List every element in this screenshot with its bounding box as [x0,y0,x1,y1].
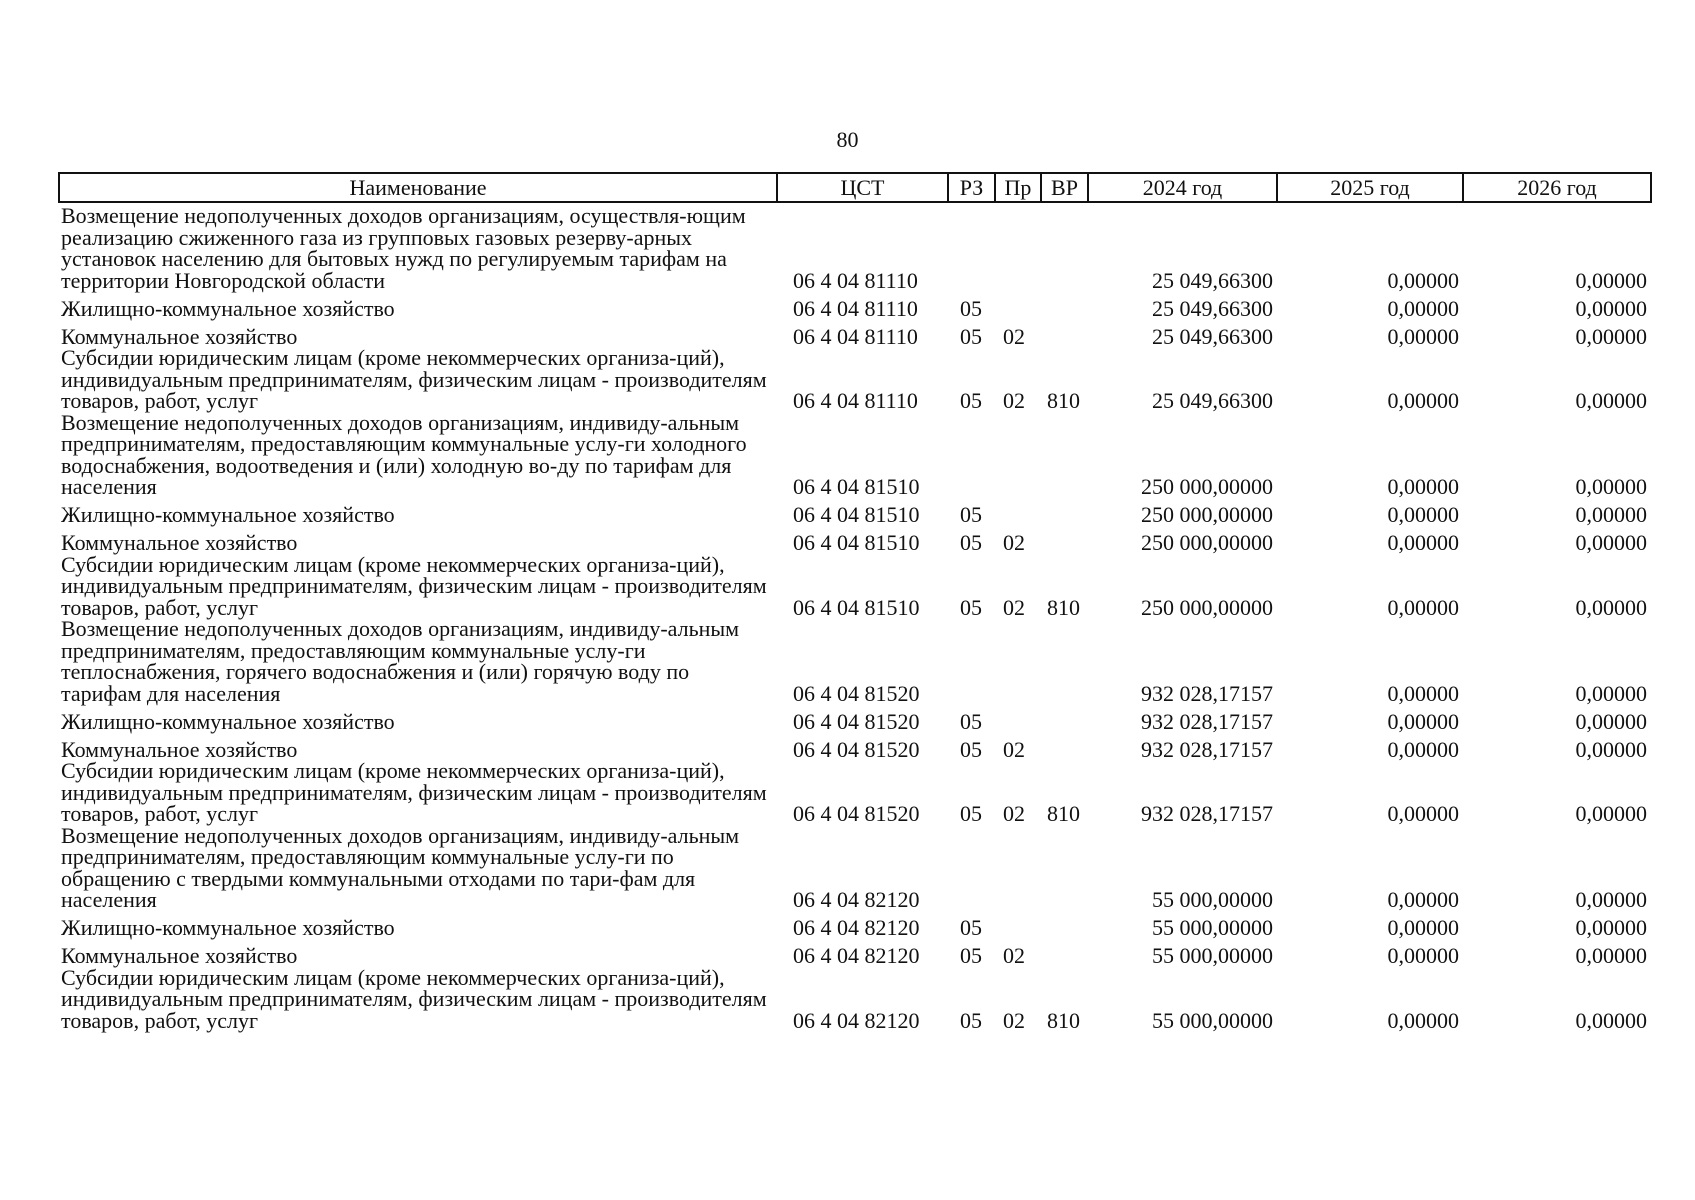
cell-2026: 0,00000 [1575,388,1647,413]
cell-2025: 0,00000 [1387,1007,1459,1033]
table-row [59,939,1651,967]
table-body [59,202,1651,1031]
cell-cst: 06 4 04 81110 [793,267,918,293]
cell-2024: 25 049,66300 [1152,295,1273,321]
cell-2025: 0,00000 [1387,502,1459,527]
cell-2024: 250 000,00000 [1141,474,1273,499]
cell-2025: 0,00000 [1387,474,1459,499]
table-row [59,760,1651,825]
cell-cst: 06 4 04 81110 [793,388,918,413]
cell-vr [1041,319,1088,347]
cell-rz: 05 [960,915,982,940]
cell-pr: 02 [1003,323,1025,349]
cell-name: Жилищно-коммунальное хозяйство [61,502,395,527]
table-row [59,526,1651,554]
cell-cst: 06 4 04 81520 [793,801,920,826]
cell-2025: 0,00000 [1387,887,1459,912]
header-vr: ВР [1041,173,1088,202]
cell-rz: 05 [960,801,982,826]
cell-rz: 05 [960,295,982,321]
cell-2025: 0,00000 [1387,267,1459,293]
cell-2026: 0,00000 [1575,474,1647,499]
cell-vr [1041,526,1088,554]
cell-2026: 0,00000 [1575,943,1647,968]
cell-2024: 25 049,66300 [1152,323,1273,349]
cell-pr [995,412,1041,498]
cell-2025: 0,00000 [1387,323,1459,349]
cell-2025: 0,00000 [1387,943,1459,968]
header-rz: РЗ [948,173,995,202]
cell-vr: 810 [1047,388,1080,413]
cell-2026: 0,00000 [1575,708,1647,734]
cell-rz [948,202,995,291]
header-cst: ЦСТ [777,173,948,202]
cell-rz [948,618,995,704]
page-number: 80 [836,127,859,152]
cell-2026: 0,00000 [1575,680,1647,706]
header-2024: 2024 год [1088,173,1277,202]
table-row [59,825,1651,911]
cell-2026: 0,00000 [1575,801,1647,826]
cell-vr [1041,825,1088,911]
cell-pr: 02 [1003,388,1025,413]
cell-vr: 810 [1047,801,1080,826]
cell-rz: 05 [960,1007,982,1033]
cell-vr [1041,498,1088,526]
cell-2026: 0,00000 [1575,1007,1647,1033]
cell-2025: 0,00000 [1387,594,1459,620]
table-row [59,202,1651,291]
table-header-row [59,173,1651,202]
cell-vr [1041,704,1088,732]
cell-cst: 06 4 04 81520 [793,736,920,762]
table-row [59,319,1651,347]
cell-cst: 06 4 04 82120 [793,887,920,912]
cell-name: Коммунальное хозяйство [61,323,298,349]
cell-cst: 06 4 04 81510 [793,474,920,499]
cell-rz [948,825,995,911]
cell-cst: 06 4 04 82120 [793,943,920,968]
cell-2025: 0,00000 [1387,708,1459,734]
cell-2024: 25 049,66300 [1152,267,1273,293]
cell-cst: 06 4 04 81520 [793,708,920,734]
cell-2025: 0,00000 [1387,915,1459,940]
cell-pr: 02 [1003,594,1025,620]
cell-2025: 0,00000 [1387,680,1459,706]
cell-vr [1041,202,1088,291]
cell-2025: 0,00000 [1387,736,1459,762]
cell-vr [1041,732,1088,760]
cell-cst: 06 4 04 81110 [793,295,918,321]
cell-vr: 810 [1047,594,1080,620]
cell-cst: 06 4 04 81510 [793,530,920,555]
cell-name: Субсидии юридическим лицам (кроме некоммерческих организа-ций), индивидуальным предпринимателям, физическим лицам - производителям товаров, работ, услуг [61,964,767,1033]
cell-name: Жилищно-коммунальное хозяйство [61,708,395,734]
cell-pr: 02 [1003,1007,1025,1033]
cell-vr: 810 [1047,1007,1080,1033]
cell-name: Коммунальное хозяйство [61,736,298,762]
cell-name: Возмещение недополученных доходов организациям, осуществля-ющим реализацию сжиженного газа из групповых газовых резерву-арных установок населению для бытовых нужд по регулируемым тарифам на территории Новгородской области [61,203,746,293]
cell-name: Субсидии юридическим лицам (кроме некоммерческих организа-ций), индивидуальным предпринимателям, физическим лицам - производителям товаров, работ, услуг [61,551,767,620]
cell-2024: 250 000,00000 [1141,530,1273,555]
cell-2026: 0,00000 [1575,530,1647,555]
cell-pr [995,911,1041,939]
table-row [59,911,1651,939]
cell-pr [995,202,1041,291]
cell-vr [1041,911,1088,939]
cell-vr [1041,412,1088,498]
cell-cst: 06 4 04 81510 [793,594,920,620]
cell-2026: 0,00000 [1575,915,1647,940]
cell-cst: 06 4 04 82120 [793,1007,920,1033]
cell-pr [995,825,1041,911]
cell-pr: 02 [1003,801,1025,826]
cell-vr [1041,618,1088,704]
cell-2024: 932 028,17157 [1141,736,1273,762]
cell-name: Жилищно-коммунальное хозяйство [61,295,395,321]
table-row [59,967,1651,1032]
cell-rz: 05 [960,736,982,762]
cell-cst: 06 4 04 81520 [793,680,920,706]
header-2025: 2025 год [1277,173,1463,202]
table-row [59,498,1651,526]
cell-rz: 05 [960,530,982,555]
table-row [59,554,1651,619]
header-2026: 2026 год [1463,173,1651,202]
table-row [59,732,1651,760]
cell-vr [1041,939,1088,967]
cell-rz: 05 [960,323,982,349]
cell-2024: 55 000,00000 [1152,943,1273,968]
header-name: Наименование [59,173,777,202]
cell-name: Коммунальное хозяйство [61,530,298,555]
cell-rz: 05 [960,708,982,734]
cell-2026: 0,00000 [1575,502,1647,527]
cell-name: Жилищно-коммунальное хозяйство [61,915,395,940]
header-pr: Пр [995,173,1041,202]
cell-2025: 0,00000 [1387,388,1459,413]
cell-2024: 250 000,00000 [1141,502,1273,527]
cell-rz: 05 [960,943,982,968]
budget-table [58,172,1652,1031]
cell-name: Коммунальное хозяйство [61,943,298,968]
cell-2024: 55 000,00000 [1152,887,1273,912]
cell-name: Возмещение недополученных доходов организациям, индивиду-альным предпринимателям, предоставляющим коммунальные услу-ги по обращению с твердыми коммунальными отходами по тари-фам для населения [61,822,740,912]
cell-2026: 0,00000 [1575,323,1647,349]
cell-name: Возмещение недополученных доходов организациям, индивиду-альным предпринимателям, предоставляющим коммунальные услу-ги холодного водоснабжения, водоотведения и (или) холодную во-ду по тарифам для населения [61,409,747,499]
cell-2024: 55 000,00000 [1152,915,1273,940]
table-row [59,704,1651,732]
cell-2025: 0,00000 [1387,530,1459,555]
cell-pr [995,618,1041,704]
cell-2024: 55 000,00000 [1152,1007,1273,1033]
cell-cst: 06 4 04 82120 [793,915,920,940]
cell-name: Возмещение недополученных доходов организациям, индивиду-альным предпринимателям, предоставляющим коммунальные услу-ги теплоснабжения, горячего водоснабжения и (или) горячую воду по тарифам для населения [61,616,740,706]
cell-pr: 02 [1003,736,1025,762]
cell-rz: 05 [960,594,982,620]
cell-pr [995,704,1041,732]
cell-cst: 06 4 04 81510 [793,502,920,527]
cell-2024: 250 000,00000 [1141,594,1273,620]
cell-2026: 0,00000 [1575,736,1647,762]
cell-name: Субсидии юридическим лицам (кроме некоммерческих организа-ций), индивидуальным предпринимателям, физическим лицам - производителям товаров, работ, услуг [61,345,767,413]
cell-2024: 932 028,17157 [1141,801,1273,826]
cell-name: Субсидии юридическим лицам (кроме некоммерческих организа-ций), индивидуальным предпринимателям, физическим лицам - производителям товаров, работ, услуг [61,758,767,826]
cell-rz: 05 [960,502,982,527]
cell-2024: 932 028,17157 [1141,708,1273,734]
cell-pr: 02 [1003,530,1025,555]
cell-2025: 0,00000 [1387,295,1459,321]
cell-2026: 0,00000 [1575,295,1647,321]
cell-pr: 02 [1003,943,1025,968]
cell-cst: 06 4 04 81110 [793,323,918,349]
cell-pr [995,291,1041,319]
cell-2026: 0,00000 [1575,887,1647,912]
table-row [59,347,1651,412]
cell-2026: 0,00000 [1575,267,1647,293]
cell-rz [948,412,995,498]
cell-2026: 0,00000 [1575,594,1647,620]
table-row [59,412,1651,498]
cell-2024: 25 049,66300 [1152,388,1273,413]
cell-2024: 932 028,17157 [1141,680,1273,706]
cell-vr [1041,291,1088,319]
table-row [59,291,1651,319]
cell-pr [995,498,1041,526]
cell-2025: 0,00000 [1387,801,1459,826]
cell-rz: 05 [960,388,982,413]
table-row [59,618,1651,704]
